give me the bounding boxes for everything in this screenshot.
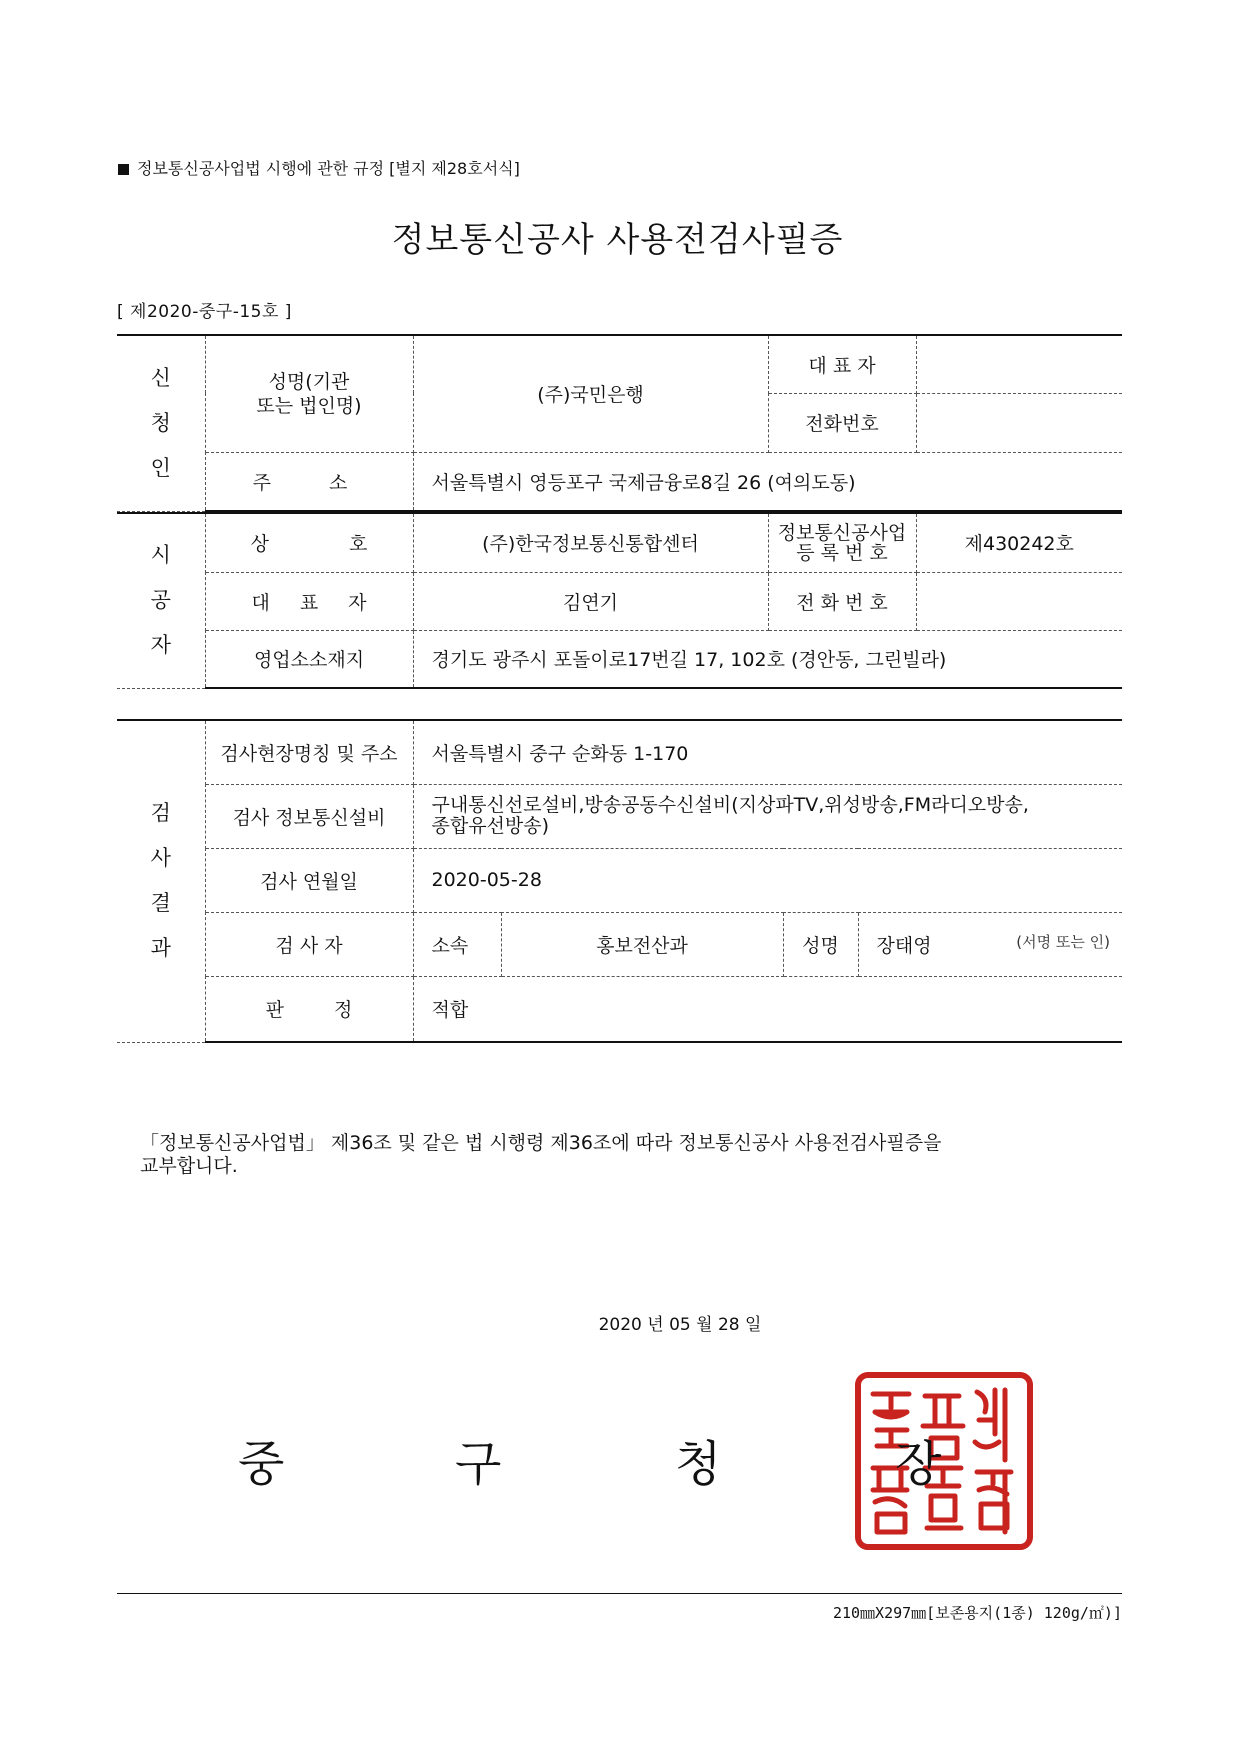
verdict-label: 판 정 [205,976,413,1042]
applicant-phone-value [916,393,1122,452]
inspection-site-value: 서울특별시 중구 순화동 1-170 [413,720,1122,784]
applicant-phone-label: 전화번호 [768,393,916,452]
document-title: 정보통신공사 사용전검사필증 [391,220,844,260]
inspection-facility-value: 구내통신선로설비,방송공동수신설비(지상파TV,위성방송,FM라디오방송, 종합유선방송) [413,784,1122,848]
official-seal-icon [855,1372,1033,1550]
inspection-table [117,719,1122,1043]
issuer-char-4: 장 [895,1436,942,1492]
contractor-phone-label: 전 화 번 호 [768,572,916,630]
applicant-rep-value [916,335,1122,393]
paper-spec: 210㎜X297㎜[보존용지(1종) 120g/㎡)] [832,1604,1122,1622]
signature-hint: (서명 또는 인) [1016,932,1110,951]
applicant-address-label: 주 소 [205,452,413,511]
applicant-name-label: 성명(기관 또는 법인명) [205,335,413,452]
contractor-reg-value: 제430242호 [916,513,1122,572]
applicant-address-value: 서울특별시 영등포구 국제금융로8길 26 (여의도동) [413,452,1122,511]
issuer-char-3: 청 [675,1436,722,1492]
inspection-site-label: 검사현장명칭 및 주소 [205,720,413,784]
contractor-rep-value: 김연기 [413,572,768,630]
inspector-affiliation-label: 소속 [413,912,501,976]
issuer-char-2: 구 [455,1436,502,1492]
inspector-label: 검 사 자 [205,912,413,976]
applicant-rep-label: 대 표 자 [768,335,916,393]
footer-divider [117,1593,1122,1594]
contractor-phone-value [916,572,1122,630]
inspection-date-value: 2020-05-28 [413,848,1122,912]
applicant-contractor-table [117,334,1122,512]
contractor-section-label: 시 공 자 [117,513,205,688]
contractor-table [117,512,1122,689]
bullet-square-icon [118,164,129,175]
statement-paragraph: 「정보통신공사업법」 제36조 및 같은 법 시행령 제36조에 따라 정보통신공사 사용전검사필증을 교부합니다. [140,1132,942,1177]
contractor-rep-label: 대 표 자 [205,572,413,630]
inspection-date-label: 검사 연월일 [205,848,413,912]
applicant-section-label: 신 청 인 [117,335,205,511]
inspection-section-label: 검 사 결 과 [117,720,205,1042]
applicant-name-value: (주)국민은행 [413,335,768,452]
contractor-company-value: (주)한국정보통신통합센터 [413,513,768,572]
contractor-reg-label: 정보통신공사업 등 록 번 호 [768,513,916,572]
inspector-name-value: 장태영 [876,934,932,957]
contractor-office-label: 영업소소재지 [205,630,413,688]
issuer-char-1: 중 [238,1436,285,1492]
inspector-name-cell [858,912,1122,976]
inspector-affiliation-value: 홍보전산과 [501,912,783,976]
document-number: [ 제2020-중구-15호 ] [117,302,292,322]
regulation-reference: 정보통신공사업법 시행에 관한 규정 [별지 제28호서식] [118,156,520,179]
verdict-value: 적합 [413,976,1122,1042]
inspection-facility-label: 검사 정보통신설비 [205,784,413,848]
contractor-office-value: 경기도 광주시 포돌이로17번길 17, 102호 (경안동, 그린빌라) [413,630,1122,688]
inspector-name-label: 성명 [783,912,858,976]
contractor-company-label: 상 호 [205,513,413,572]
issue-date: 2020 년 05 월 28 일 [598,1315,762,1335]
